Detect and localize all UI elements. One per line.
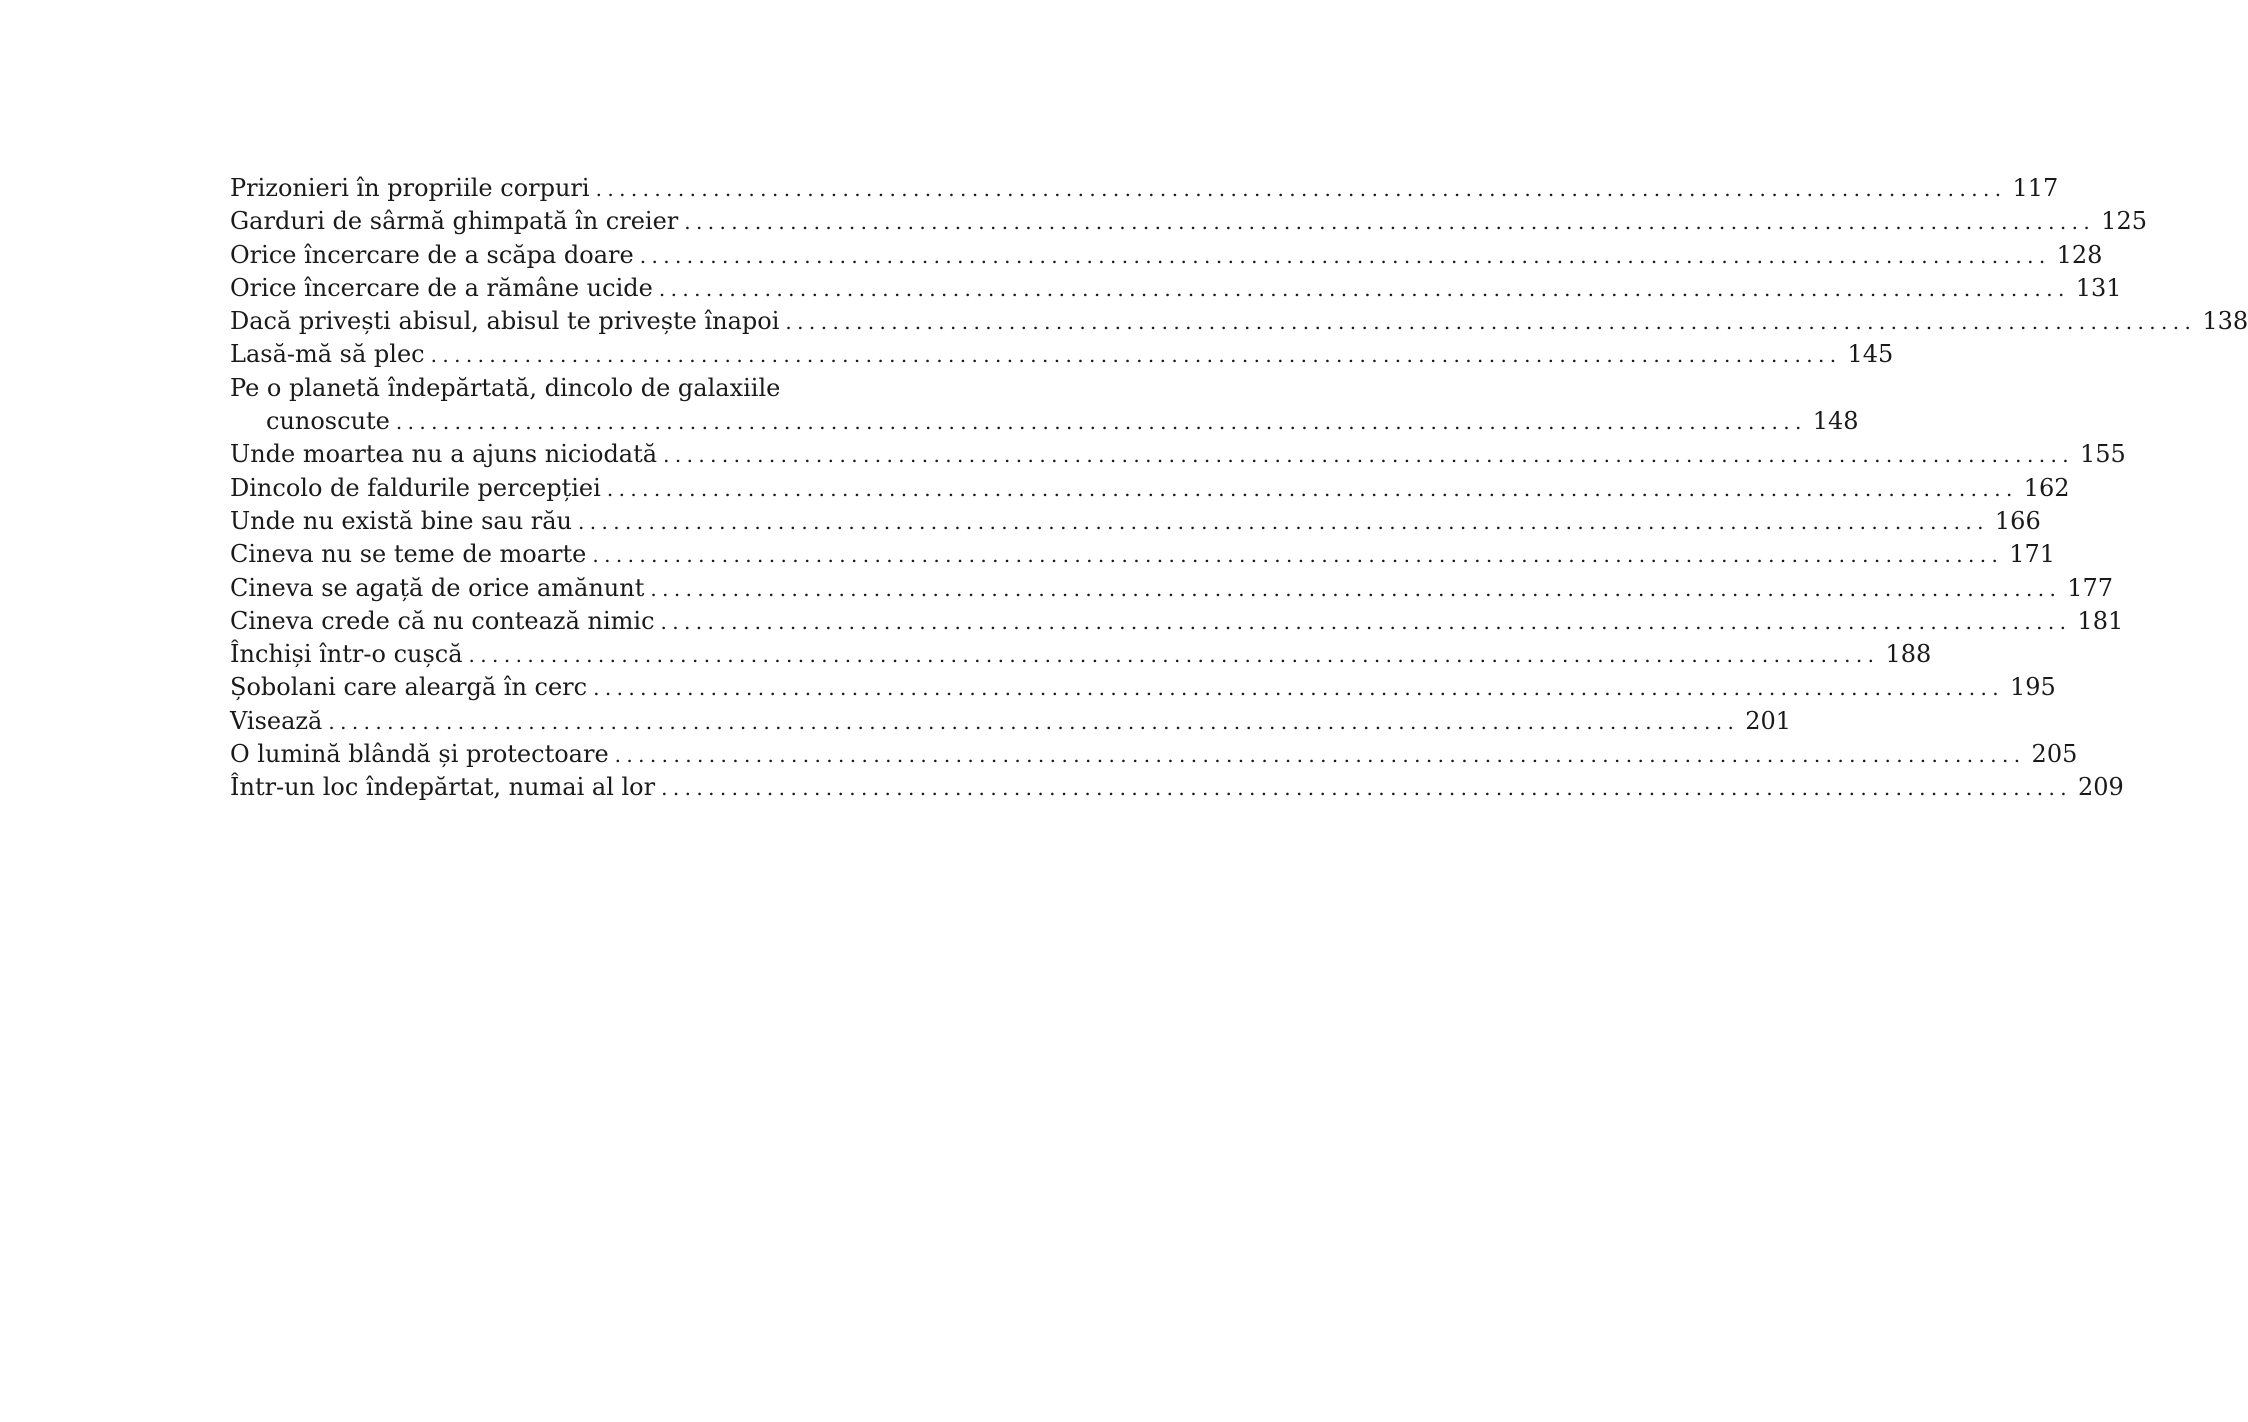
toc-entry-title: Dacă privești abisul, abisul te privește înapoi [230, 307, 780, 336]
toc-entry [230, 438, 2126, 471]
toc-entry-title: Cineva crede că nu contează nimic [230, 606, 655, 635]
toc-entry [230, 505, 2041, 538]
toc-entry-title: Cineva se agață de orice amănunt [230, 573, 645, 602]
toc-entry-page: 188 [1885, 640, 1932, 669]
toc-entry [230, 472, 2070, 505]
toc-entry-title: Închiși într-o cușcă [230, 640, 463, 669]
toc-entry-page: 148 [1812, 407, 1859, 436]
dot-leader: ........................................................................................................................ [468, 643, 1880, 668]
toc-entry-continuation [230, 405, 1859, 438]
dot-leader: ........................................................................................................................ [660, 609, 2072, 634]
toc-entry-page: 131 [2075, 273, 2122, 302]
toc-entry [230, 705, 1792, 738]
toc-entry [230, 338, 1894, 371]
toc-entry-page: 128 [2056, 240, 2103, 269]
dot-leader: ........................................................................................................................ [606, 476, 2018, 501]
toc-entry-title: Dincolo de faldurile percepției [230, 473, 601, 502]
dot-leader: ........................................................................................................................ [578, 509, 1989, 534]
toc-entry-page: 166 [1994, 506, 2041, 535]
toc-entry [230, 538, 2056, 571]
toc-entry-page: 209 [2078, 773, 2124, 802]
dot-leader: ........................................................................................................................ [684, 210, 2096, 235]
toc-entry-title: Unde moartea nu a ajuns niciodată [230, 440, 658, 469]
toc-entry-title: Orice încercare de a scăpa doare [230, 240, 634, 269]
dot-leader: ........................................................................................................................ [639, 243, 2051, 268]
dot-leader: ........................................................................................................................ [430, 343, 1842, 368]
toc-entry-page: 195 [2009, 673, 2056, 702]
toc-entry-page: 171 [2009, 540, 2056, 569]
toc-entry [230, 572, 2114, 605]
toc-entry [230, 239, 2103, 272]
toc-entry-title-continued: cunoscute [266, 407, 390, 436]
toc-entry-page: 117 [2012, 174, 2059, 202]
toc-entry-page: 177 [2067, 573, 2114, 602]
table-of-contents [230, 172, 2248, 805]
toc-entry-title: Orice încercare de a rămâne ucide [230, 273, 653, 302]
toc-entry [230, 771, 2124, 804]
toc-entry-title: Unde nu există bine sau rău [230, 506, 573, 535]
toc-entry [230, 738, 2078, 771]
dot-leader: ........................................................................................................................ [661, 776, 2072, 801]
toc-entry-title: Pe o planetă îndepărtată, dincolo de galaxiile [230, 373, 781, 402]
toc-entry-page: 138 [2202, 307, 2248, 336]
toc-entry-page: 155 [2079, 440, 2126, 469]
dot-leader: ........................................................................................................................ [593, 676, 2004, 701]
toc-entry [230, 205, 2147, 238]
toc-entry [230, 272, 2122, 305]
dot-leader: ........................................................................................................................ [663, 443, 2074, 468]
dot-leader: ........................................................................................................................ [592, 543, 2004, 568]
toc-entry-page: 162 [2023, 473, 2070, 502]
toc-entry-title: Prizonieri în propriile corpuri [230, 174, 590, 202]
dot-leader: ........................................................................................................................ [785, 310, 2197, 335]
toc-entry-title: Într-un loc îndepărtat, numai al lor [230, 773, 656, 802]
toc-entry-page: 205 [2031, 740, 2078, 769]
toc-entry [230, 372, 870, 405]
toc-entry [230, 671, 2056, 704]
dot-leader: ........................................................................................................................ [595, 177, 2007, 201]
toc-entry-page: 201 [1745, 706, 1792, 735]
toc-entry-page: 181 [2077, 606, 2124, 635]
toc-entry [230, 305, 2248, 338]
toc-entry [230, 605, 2124, 638]
toc-entry-title: Cineva nu se teme de moarte [230, 540, 587, 569]
dot-leader: ........................................................................................................................ [328, 709, 1740, 734]
toc-entry-title: Garduri de sârmă ghimpată în creier [230, 207, 679, 236]
dot-leader: ........................................................................................................................ [614, 743, 2026, 768]
toc-entry [230, 172, 2059, 205]
toc-entry-page: 145 [1847, 340, 1894, 369]
toc-entry-title: Lasă-mă să plec [230, 340, 425, 369]
toc-entry-title: O lumină blândă și protectoare [230, 740, 609, 769]
dot-leader: ........................................................................................................................ [395, 410, 1807, 435]
toc-entry [230, 638, 1932, 671]
dot-leader: ........................................................................................................................ [650, 576, 2062, 601]
toc-entry-title: Visează [230, 706, 323, 735]
toc-entry-page: 125 [2101, 207, 2147, 236]
toc-entry-title: Șobolani care aleargă în cerc [230, 673, 588, 702]
dot-leader: ........................................................................................................................ [658, 276, 2070, 301]
